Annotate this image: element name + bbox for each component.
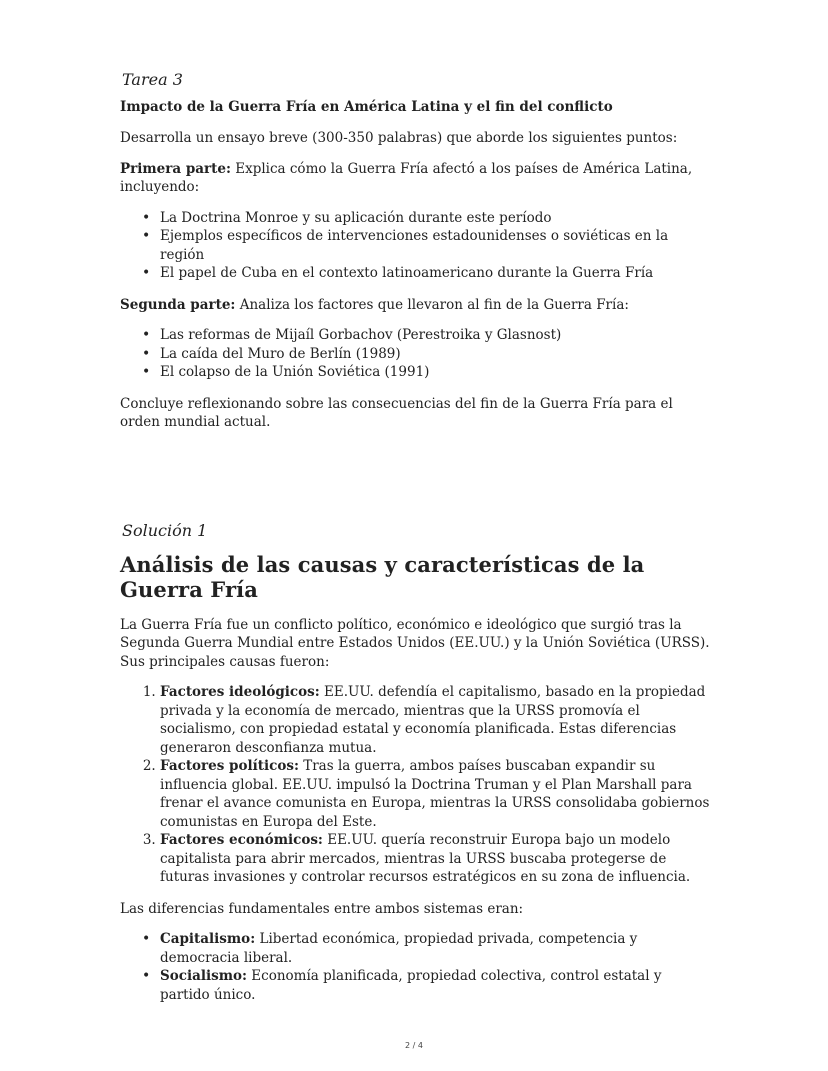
- task-heading: Impacto de la Guerra Fría en América Latina y el fin del conflicto: [120, 99, 613, 115]
- list-item: • La Doctrina Monroe y su aplicación durante este período: [160, 209, 710, 228]
- cause-text: Tras la guerra, ambos países buscaban expandir su influencia global. EE.UU. impulsó la Doctrina Truman y el Plan Marshall para frenar el avance comunista en Europa, mientras la URSS consolidaba gobiernos comunistas en Europa del Este.: [160, 758, 710, 830]
- system-label: Socialismo:: [160, 968, 247, 984]
- cause-text: EE.UU. defendía el capitalismo, basado en la propiedad privada y la economía de mercado, mientras que la URSS promovía el socialismo, con propiedad estatal y economía planificada. Estas diferencias generaron desconfianza mutua.: [160, 684, 706, 756]
- list-item: [160, 831, 710, 887]
- part1-label: Primera parte:: [120, 160, 231, 177]
- solution-title: Análisis de las causas y características de la Guerra Fría: [120, 551, 645, 602]
- list-item: [160, 683, 710, 757]
- cause-label: Factores económicos:: [160, 832, 323, 848]
- part2-label: Segunda parte:: [120, 296, 236, 313]
- systems-list: [120, 930, 710, 1004]
- list-item: • El papel de Cuba en el contexto latinoamericano durante la Guerra Fría: [160, 264, 710, 283]
- task-conclusion: Concluye reflexionando sobre las consecuencias del fin de la Guerra Fría para el orden mundial actual.: [120, 395, 673, 430]
- cause-label: Factores políticos:: [160, 758, 299, 774]
- list-item: [160, 967, 710, 1004]
- list-item: • Ejemplos específicos de intervenciones estadounidenses o soviéticas en la región: [160, 227, 710, 264]
- system-text: Libertad económica, propiedad privada, competencia y democracia liberal.: [160, 931, 638, 966]
- document-page: [120, 70, 710, 1017]
- part1-paragraph: [120, 160, 710, 197]
- system-text: Economía planificada, propiedad colectiva, control estatal y partido único.: [160, 968, 662, 1003]
- page-number: 2 / 4: [405, 1041, 423, 1050]
- part1-list: [120, 209, 710, 283]
- task-intro: Desarrolla un ensayo breve (300-350 palabras) que aborde los siguientes puntos:: [120, 130, 678, 146]
- part2-text: Analiza los factores que llevaron al fin de la Guerra Fría:: [235, 296, 629, 313]
- differences-intro: Las diferencias fundamentales entre ambos sistemas eran:: [120, 900, 524, 917]
- part1-text: Explica cómo la Guerra Fría afectó a los países de América Latina, incluyendo:: [120, 160, 693, 195]
- part2-list: [120, 326, 710, 382]
- list-item: • El colapso de la Unión Soviética (1991): [160, 363, 710, 382]
- causes-list: [120, 683, 710, 887]
- task-label: Tarea 3: [122, 70, 183, 89]
- part2-paragraph: [120, 296, 710, 315]
- cause-text: EE.UU. quería reconstruir Europa bajo un modelo capitalista para abrir mercados, mientras la URSS buscaba protegerse de futuras invasiones y controlar recursos estratégicos en su zona de influencia.: [160, 832, 691, 885]
- cause-label: Factores ideológicos:: [160, 684, 320, 700]
- solution-intro: La Guerra Fría fue un conflicto político, económico e ideológico que surgió tras la Segunda Guerra Mundial entre Estados Unidos (EE.UU.) y la Unión Soviética (URSS). Sus principales causas fueron:: [120, 616, 710, 670]
- list-item: [160, 930, 710, 967]
- list-item: • La caída del Muro de Berlín (1989): [160, 345, 710, 364]
- system-label: Capitalismo:: [160, 931, 256, 947]
- list-item: • Las reformas de Mijaíl Gorbachov (Perestroika y Glasnost): [160, 326, 710, 345]
- list-item: [160, 757, 710, 831]
- solution-label: Solución 1: [122, 520, 208, 540]
- section-spacer: [120, 444, 710, 521]
